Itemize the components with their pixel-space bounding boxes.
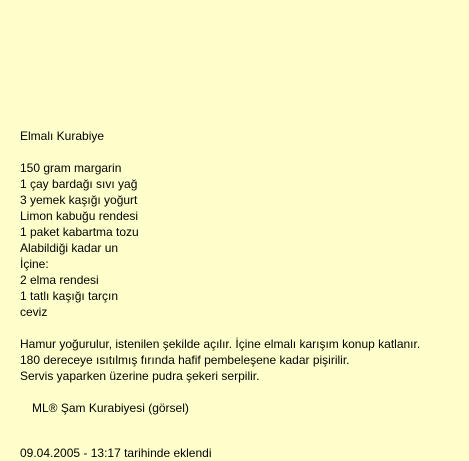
- ingredient-item: 150 gram margarin: [20, 161, 122, 175]
- related-recipe-link[interactable]: ML® Şam Kurabiyesi (görsel): [32, 401, 189, 415]
- ingredient-item: 2 elma rendesi: [20, 273, 99, 287]
- ingredient-item: 1 çay bardağı sıvı yağ: [20, 177, 138, 191]
- ingredient-item: 1 paket kabartma tozu: [20, 225, 139, 239]
- ingredient-item: ceviz: [20, 305, 48, 319]
- instruction-step: Hamur yoğurulur, istenilen şekilde açılır. İçine elmalı karışım konup katlanır.: [20, 337, 421, 351]
- added-date-footer: 09.04.2005 - 13:17 tarihinde eklendi: [20, 446, 212, 460]
- ingredient-item: 3 yemek kaşığı yoğurt: [20, 193, 138, 207]
- ingredient-item: Limon kabuğu rendesi: [20, 209, 139, 223]
- ingredient-item: 1 tatlı kaşığı tarçın: [20, 289, 119, 303]
- instruction-step: Servis yaparken üzerine pudra şekeri serpilir.: [20, 369, 260, 383]
- recipe-content: [20, 128, 460, 416]
- instruction-step: 180 dereceye ısıtılmış fırında hafif pembeleşene kadar pişirilir.: [20, 353, 350, 367]
- ingredient-list: [20, 160, 460, 320]
- instruction-list: [20, 336, 460, 384]
- ingredient-item: Alabildiği kadar un: [20, 241, 119, 255]
- ingredient-subheading: İçine:: [20, 257, 49, 271]
- recipe-title: Elmalı Kurabiye: [20, 129, 105, 143]
